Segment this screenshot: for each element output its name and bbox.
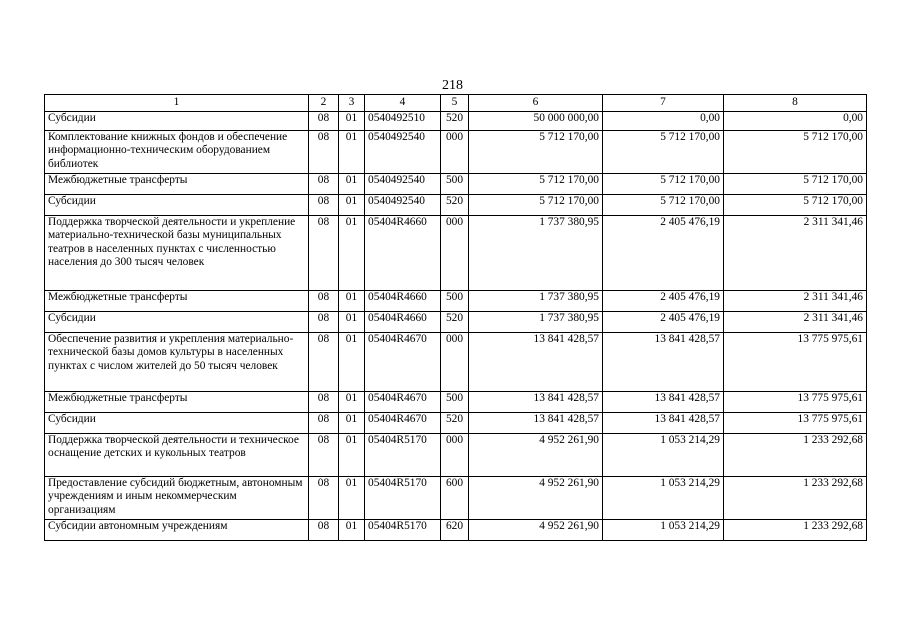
amount-col-6: 5 712 170,00 — [469, 131, 603, 174]
amount-col-8: 13 775 975,61 — [724, 392, 867, 413]
amount-col-6: 4 952 261,90 — [469, 520, 603, 541]
amount-col-8: 1 233 292,68 — [724, 434, 867, 477]
subsection-code: 01 — [339, 477, 365, 520]
row-name: Субсидии — [45, 413, 309, 434]
amount-col-6: 1 737 380,95 — [469, 291, 603, 312]
expense-type-code: 500 — [441, 174, 469, 195]
expense-type-code: 500 — [441, 291, 469, 312]
subsection-code: 01 — [339, 434, 365, 477]
amount-col-8: 0,00 — [724, 112, 867, 131]
target-article-code: 0540492540 — [365, 131, 441, 174]
section-code: 08 — [309, 131, 339, 174]
table-row — [45, 434, 867, 477]
target-article-code: 05404R4660 — [365, 291, 441, 312]
expense-type-code: 000 — [441, 216, 469, 291]
header-col-1: 1 — [45, 95, 309, 112]
amount-col-6: 13 841 428,57 — [469, 413, 603, 434]
subsection-code: 01 — [339, 216, 365, 291]
section-code: 08 — [309, 216, 339, 291]
table-row — [45, 291, 867, 312]
table-row — [45, 195, 867, 216]
amount-col-6: 13 841 428,57 — [469, 333, 603, 392]
subsection-code: 01 — [339, 392, 365, 413]
row-name: Субсидии — [45, 195, 309, 216]
amount-col-8: 5 712 170,00 — [724, 131, 867, 174]
subsection-code: 01 — [339, 520, 365, 541]
amount-col-7: 2 405 476,19 — [603, 291, 724, 312]
section-code: 08 — [309, 434, 339, 477]
section-code: 08 — [309, 174, 339, 195]
subsection-code: 01 — [339, 131, 365, 174]
header-col-7: 7 — [603, 95, 724, 112]
amount-col-7: 1 053 214,29 — [603, 477, 724, 520]
section-code: 08 — [309, 477, 339, 520]
target-article-code: 05404R5170 — [365, 477, 441, 520]
section-code: 08 — [309, 312, 339, 333]
target-article-code: 0540492540 — [365, 195, 441, 216]
subsection-code: 01 — [339, 333, 365, 392]
subsection-code: 01 — [339, 312, 365, 333]
expense-type-code: 500 — [441, 392, 469, 413]
amount-col-7: 0,00 — [603, 112, 724, 131]
subsection-code: 01 — [339, 112, 365, 131]
header-col-2: 2 — [309, 95, 339, 112]
table-row — [45, 216, 867, 291]
section-code: 08 — [309, 413, 339, 434]
target-article-code: 0540492510 — [365, 112, 441, 131]
amount-col-8: 13 775 975,61 — [724, 413, 867, 434]
amount-col-8: 5 712 170,00 — [724, 195, 867, 216]
table-row — [45, 112, 867, 131]
table-row — [45, 392, 867, 413]
amount-col-8: 1 233 292,68 — [724, 520, 867, 541]
header-col-6: 6 — [469, 95, 603, 112]
row-name: Межбюджетные трансферты — [45, 291, 309, 312]
amount-col-6: 4 952 261,90 — [469, 434, 603, 477]
row-name: Межбюджетные трансферты — [45, 174, 309, 195]
section-code: 08 — [309, 333, 339, 392]
row-name: Поддержка творческой деятельности и техническое оснащение детских и кукольных театров — [45, 434, 309, 477]
row-name: Межбюджетные трансферты — [45, 392, 309, 413]
header-col-5: 5 — [441, 95, 469, 112]
amount-col-7: 5 712 170,00 — [603, 131, 724, 174]
amount-col-8: 2 311 341,46 — [724, 312, 867, 333]
expense-type-code: 600 — [441, 477, 469, 520]
target-article-code: 0540492540 — [365, 174, 441, 195]
amount-col-7: 1 053 214,29 — [603, 520, 724, 541]
subsection-code: 01 — [339, 174, 365, 195]
target-article-code: 05404R4660 — [365, 216, 441, 291]
amount-col-6: 4 952 261,90 — [469, 477, 603, 520]
amount-col-6: 5 712 170,00 — [469, 195, 603, 216]
amount-col-6: 50 000 000,00 — [469, 112, 603, 131]
section-code: 08 — [309, 195, 339, 216]
expense-type-code: 520 — [441, 413, 469, 434]
amount-col-7: 5 712 170,00 — [603, 195, 724, 216]
amount-col-8: 13 775 975,61 — [724, 333, 867, 392]
row-name: Субсидии автономным учреждениям — [45, 520, 309, 541]
table-row — [45, 312, 867, 333]
amount-col-6: 1 737 380,95 — [469, 216, 603, 291]
subsection-code: 01 — [339, 195, 365, 216]
header-col-8: 8 — [724, 95, 867, 112]
page-number: 218 — [442, 78, 463, 93]
section-code: 08 — [309, 291, 339, 312]
row-name: Обеспечение развития и укрепления материально-технической базы домов культуры в населенных пунктах с числом жителей до 50 тысяч человек — [45, 333, 309, 392]
expense-type-code: 520 — [441, 112, 469, 131]
expense-type-code: 520 — [441, 195, 469, 216]
target-article-code: 05404R4670 — [365, 413, 441, 434]
row-name: Предоставление субсидий бюджетным, автономным учреждениям и иным некоммерческим организациям — [45, 477, 309, 520]
amount-col-8: 1 233 292,68 — [724, 477, 867, 520]
header-col-3: 3 — [339, 95, 365, 112]
amount-col-8: 2 311 341,46 — [724, 216, 867, 291]
amount-col-8: 5 712 170,00 — [724, 174, 867, 195]
target-article-code: 05404R5170 — [365, 434, 441, 477]
amount-col-7: 5 712 170,00 — [603, 174, 724, 195]
amount-col-6: 5 712 170,00 — [469, 174, 603, 195]
target-article-code: 05404R4660 — [365, 312, 441, 333]
expense-type-code: 000 — [441, 434, 469, 477]
section-code: 08 — [309, 392, 339, 413]
expense-type-code: 620 — [441, 520, 469, 541]
target-article-code: 05404R4670 — [365, 392, 441, 413]
expense-type-code: 520 — [441, 312, 469, 333]
table-row — [45, 174, 867, 195]
expense-type-code: 000 — [441, 333, 469, 392]
table-row — [45, 477, 867, 520]
amount-col-7: 2 405 476,19 — [603, 216, 724, 291]
table-row — [45, 413, 867, 434]
amount-col-6: 1 737 380,95 — [469, 312, 603, 333]
header-row — [45, 95, 867, 112]
row-name: Поддержка творческой деятельности и укрепление материально-технической базы муниципальных театров в населенных пунктах с численностью населения до 300 тысяч человек — [45, 216, 309, 291]
amount-col-6: 13 841 428,57 — [469, 392, 603, 413]
amount-col-7: 1 053 214,29 — [603, 434, 724, 477]
subsection-code: 01 — [339, 413, 365, 434]
target-article-code: 05404R5170 — [365, 520, 441, 541]
subsection-code: 01 — [339, 291, 365, 312]
section-code: 08 — [309, 112, 339, 131]
table-row — [45, 520, 867, 541]
amount-col-7: 13 841 428,57 — [603, 413, 724, 434]
amount-col-7: 2 405 476,19 — [603, 312, 724, 333]
row-name: Комплектование книжных фондов и обеспечение информационно-техническим оборудованием библиотек — [45, 131, 309, 174]
amount-col-7: 13 841 428,57 — [603, 333, 724, 392]
budget-table — [44, 94, 867, 541]
row-name: Субсидии — [45, 312, 309, 333]
target-article-code: 05404R4670 — [365, 333, 441, 392]
amount-col-7: 13 841 428,57 — [603, 392, 724, 413]
header-col-4: 4 — [365, 95, 441, 112]
expense-type-code: 000 — [441, 131, 469, 174]
amount-col-8: 2 311 341,46 — [724, 291, 867, 312]
table-row — [45, 333, 867, 392]
section-code: 08 — [309, 520, 339, 541]
row-name: Субсидии — [45, 112, 309, 131]
table-row — [45, 131, 867, 174]
